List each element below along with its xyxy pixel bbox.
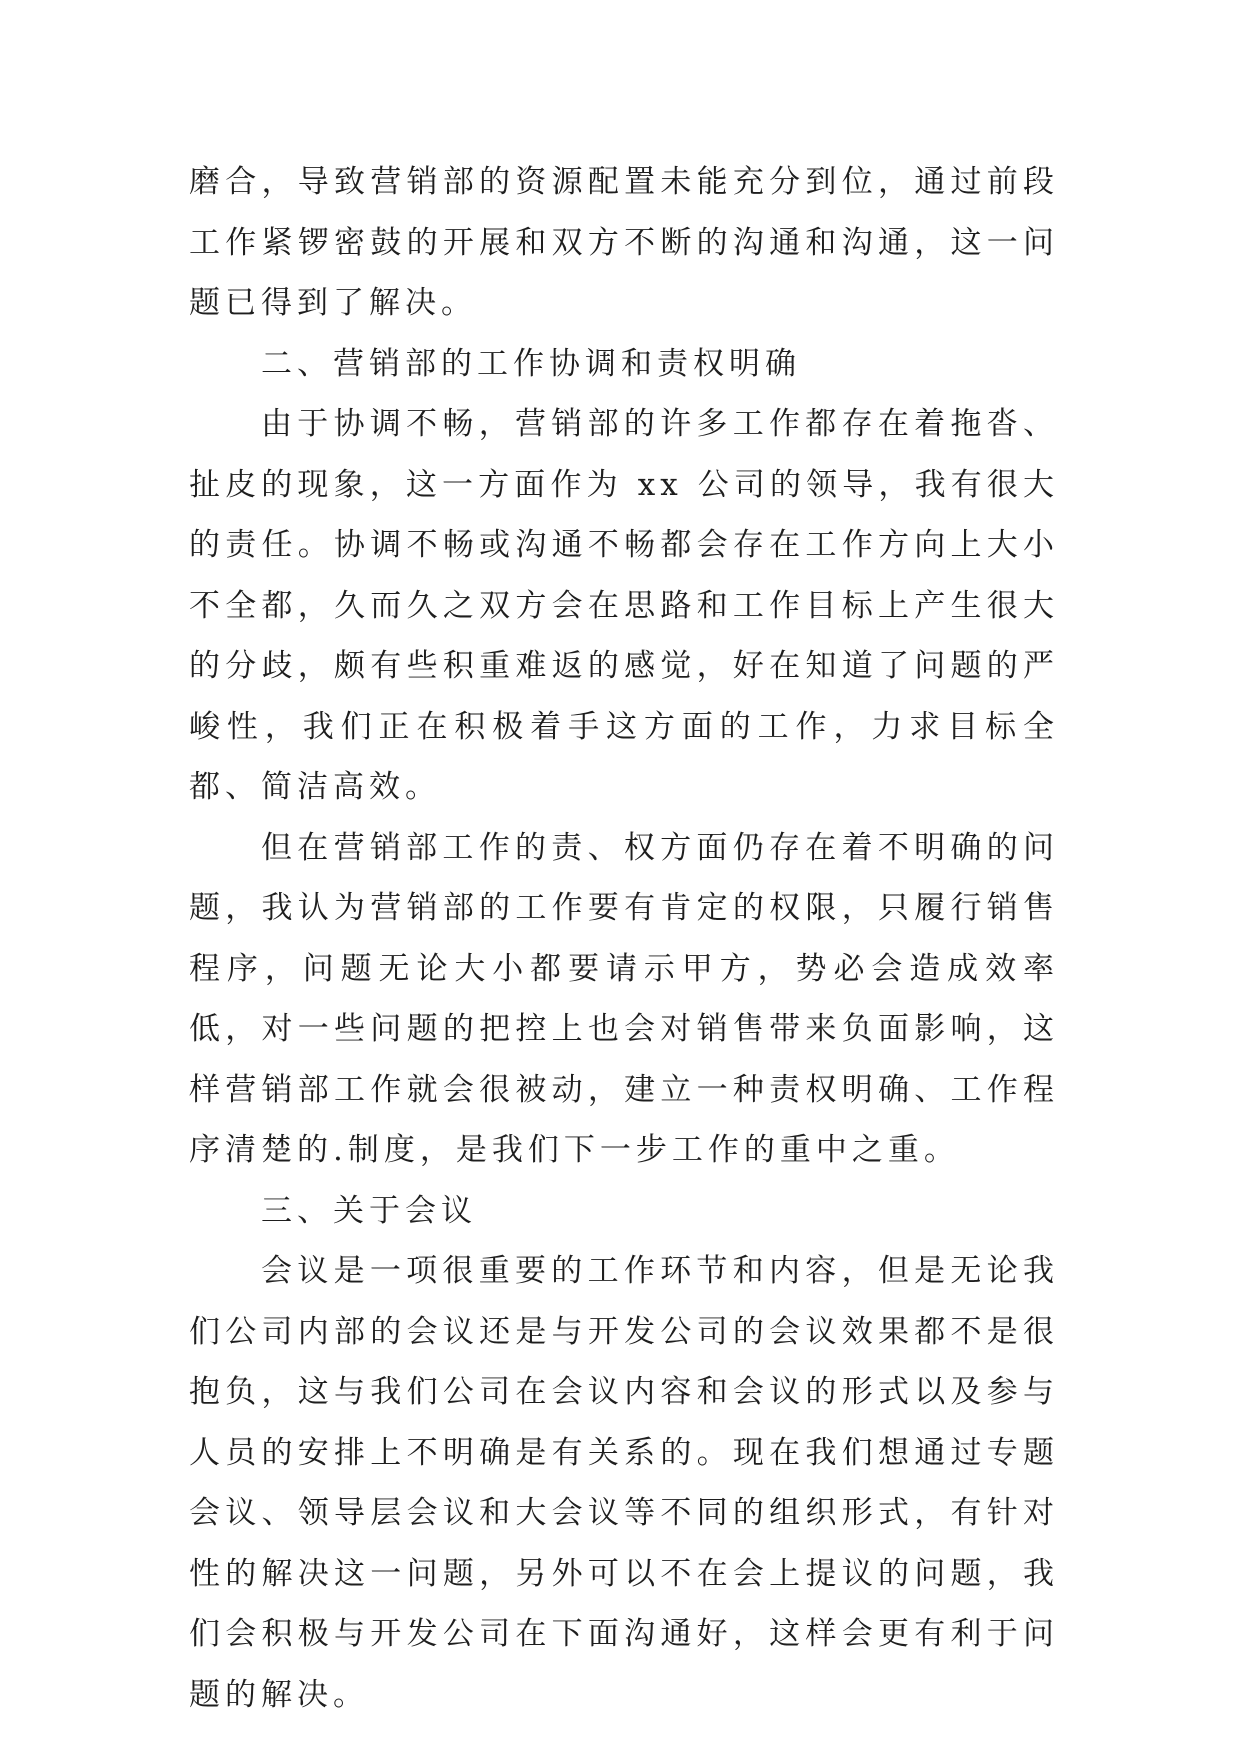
paragraph-responsibility: 但在营销部工作的责、权方面仍存在着不明确的问题，我认为营销部的工作要有肯定的权限，只履行销售程序，问题无论大小都要请示甲方，势必会造成效率低，对一些问题的把控上也会对销售带来负面影响，这样营销部工作就会很被动，建立一种责权明确、工作程序清楚的.制度，是我们下一步工作的重中之重。 (189, 829, 1059, 1168)
document-body (189, 152, 1059, 1725)
section-heading-2: 二、营销部的工作协调和责权明确 (261, 345, 801, 382)
paragraph-coordination: 由于协调不畅，营销部的许多工作都存在着拖沓、扯皮的现象，这一方面作为 xx 公司的领导，我有很大的责任。协调不畅或沟通不畅都会存在工作方向上大小不全都，久而久之双方会在思路和工作目标上产生很大的分歧，颇有些积重难返的感觉，好在知道了问题的严峻性，我们正在积极着手这方面的工作，力求目标全都、简洁高效。 (189, 406, 1059, 805)
paragraph-continuation: 磨合，导致营销部的资源配置未能充分到位，通过前段工作紧锣密鼓的开展和双方不断的沟通和沟通，这一问题已得到了解决。 (189, 164, 1059, 321)
section-heading-3: 三、关于会议 (261, 1192, 477, 1229)
paragraph-meetings: 会议是一项很重要的工作环节和内容，但是无论我们公司内部的会议还是与开发公司的会议效果都不是很抱负，这与我们公司在会议内容和会议的形式以及参与人员的安排上不明确是有关系的。现在我们想通过专题会议、领导层会议和大会议等不同的组织形式，有针对性的解决这一问题，另外可以不在会上提议的问题，我们会积极与开发公司在下面沟通好，这样会更有利于问题的解决。 (189, 1253, 1059, 1713)
